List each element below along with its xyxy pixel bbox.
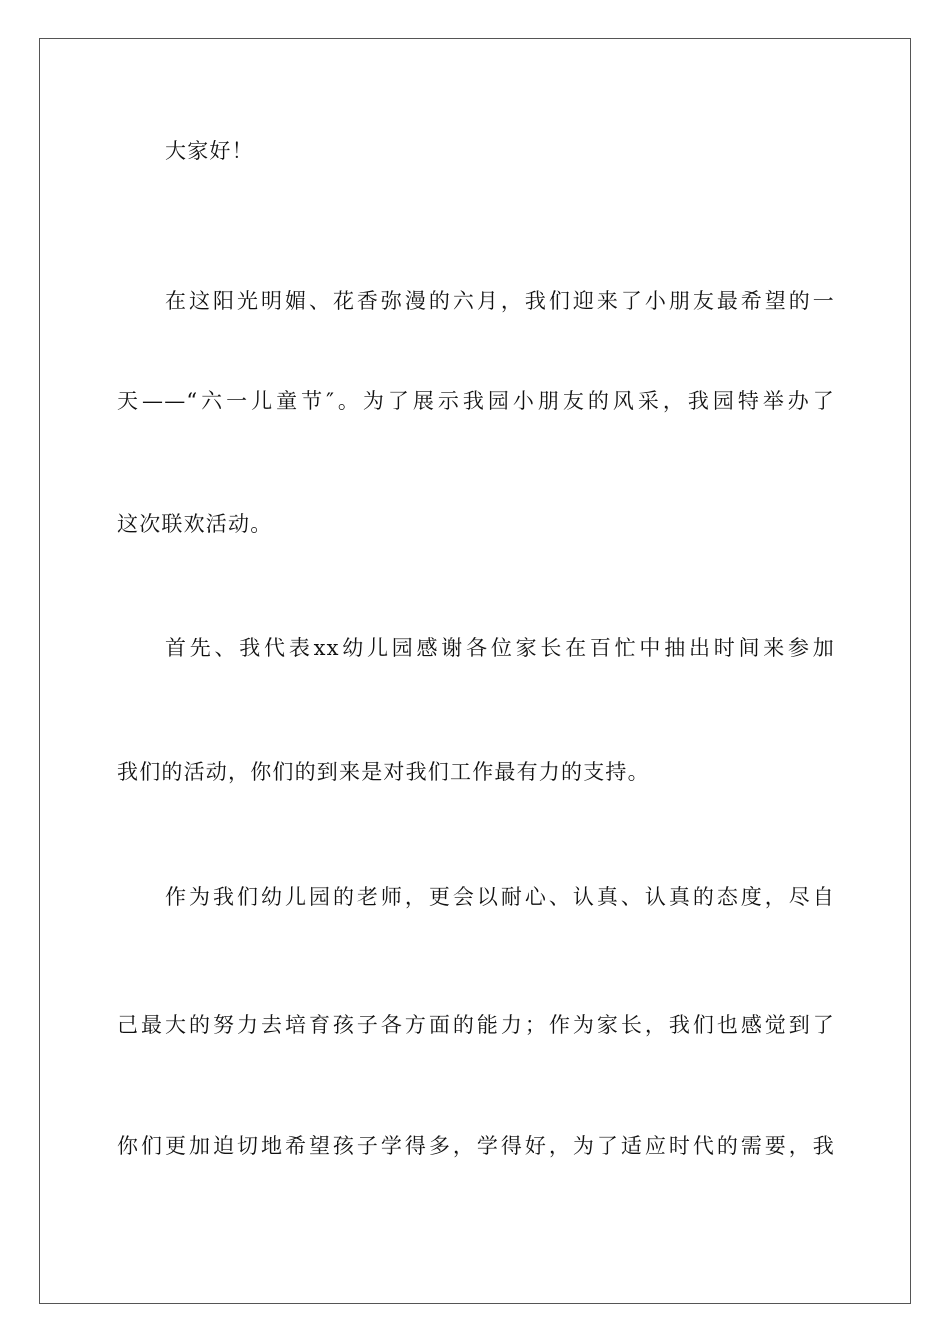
paragraph-1-line-2: 天——“六一儿童节″。为了展示我园小朋友的风采，我园特举办了 — [117, 389, 835, 413]
paragraph-2-line-2: 我们的活动，你们的到来是对我们工作最有力的支持。 — [117, 760, 650, 784]
paragraph-3-line-2: 己最大的努力去培育孩子各方面的能力；作为家长，我们也感觉到了 — [117, 1013, 835, 1037]
paragraph-3-line-1: 作为我们幼儿园的老师，更会以耐心、认真、认真的态度，尽自 — [165, 885, 835, 909]
paragraph-3-line-3: 你们更加迫切地希望孩子学得多，学得好，为了适应时代的需要，我 — [117, 1134, 835, 1158]
paragraph-1-line-1: 在这阳光明媚、花香弥漫的六月，我们迎来了小朋友最希望的一 — [165, 289, 835, 313]
greeting-line: 大家好！ — [165, 139, 254, 163]
page-border — [39, 38, 911, 1304]
paragraph-2-line-1: 首先、我代表xx幼儿园感谢各位家长在百忙中抽出时间来参加 — [165, 636, 835, 660]
paragraph-1-line-3: 这次联欢活动。 — [117, 512, 273, 536]
